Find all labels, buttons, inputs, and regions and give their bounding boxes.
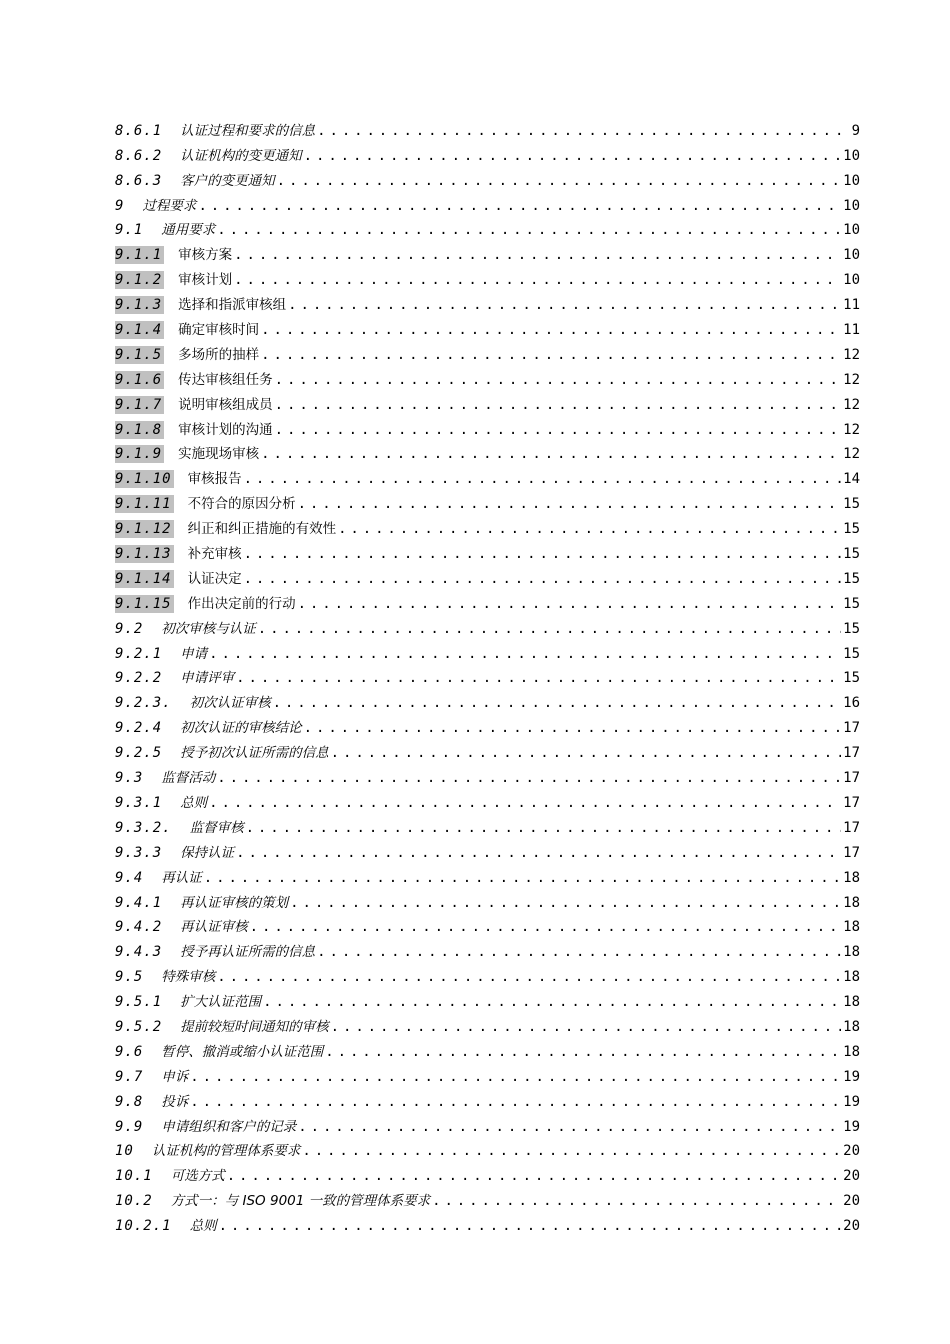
toc-entry-number: 9.1.7 [115, 396, 163, 413]
toc-entry[interactable] [115, 264, 860, 289]
toc-entry-number: 9.9 [115, 1118, 144, 1135]
toc-entry-number: 9.7 [115, 1068, 144, 1085]
toc-entry[interactable] [115, 289, 860, 314]
toc-entry-title: 说明审核组成员 [178, 396, 273, 413]
toc-entry-number: 10.2.1 [115, 1218, 172, 1235]
toc-entry-title: 作出决定前的行动 [187, 595, 296, 612]
toc-entry[interactable] [115, 912, 860, 937]
toc-entry[interactable] [115, 414, 860, 439]
toc-dot-leader [261, 445, 841, 463]
toc-entry-page-number: 12 [843, 346, 860, 363]
toc-entry-page-number: 18 [843, 869, 860, 886]
toc-entry-page-number: 20 [843, 1218, 860, 1235]
toc-entry-page-number: 10 [843, 172, 860, 189]
toc-entry-page-number: 17 [843, 844, 860, 861]
toc-entry[interactable] [115, 1086, 860, 1111]
toc-dot-leader [190, 1068, 841, 1086]
toc-dot-leader [263, 993, 841, 1011]
toc-entry-page-number: 17 [843, 720, 860, 737]
toc-entry[interactable] [115, 1160, 860, 1185]
toc-entry-page-number: 12 [843, 396, 860, 413]
toc-entry[interactable] [115, 563, 860, 588]
toc-entry-title: 不符合的原因分析 [187, 496, 296, 513]
toc-entry-number: 10 [115, 1143, 134, 1160]
toc-entry-number: 9.1.11 [115, 496, 172, 513]
toc-entry[interactable] [115, 239, 860, 264]
toc-dot-leader [261, 346, 841, 364]
toc-entry-page-number: 15 [843, 595, 860, 612]
toc-dot-leader [244, 470, 842, 488]
toc-entry-page-number: 12 [843, 421, 860, 438]
toc-dot-leader [217, 769, 841, 787]
toc-entry-title: 保持认证 [180, 844, 235, 861]
toc-entry-number: 9.2 [115, 620, 144, 637]
toc-entry[interactable] [115, 513, 860, 538]
toc-entry[interactable] [115, 1136, 860, 1161]
toc-entry-number: 9.3.1 [115, 794, 163, 811]
toc-entry-page-number: 19 [843, 1093, 860, 1110]
toc-entry-page-number: 18 [843, 894, 860, 911]
toc-entry-number: 9.4.3 [115, 944, 163, 961]
toc-entry[interactable] [115, 1061, 860, 1086]
toc-dot-leader [338, 520, 841, 538]
toc-entry-number: 9.1.12 [115, 521, 172, 538]
toc-entry[interactable] [115, 165, 860, 190]
toc-entry-title: 认证机构的变更通知 [180, 147, 302, 164]
toc-entry[interactable] [115, 737, 860, 762]
toc-entry[interactable] [115, 961, 860, 986]
toc-dot-leader [304, 719, 841, 737]
toc-entry-title: 客户的变更通知 [180, 172, 275, 189]
toc-entry-title: 总则 [180, 794, 208, 811]
toc-entry[interactable] [115, 663, 860, 688]
toc-entry-page-number: 20 [843, 1143, 860, 1160]
table-of-contents [115, 115, 860, 1235]
toc-entry[interactable] [115, 190, 860, 215]
toc-entry[interactable] [115, 463, 860, 488]
toc-entry-page-number: 11 [843, 322, 860, 339]
toc-dot-leader [331, 1018, 841, 1036]
toc-entry[interactable] [115, 812, 860, 837]
toc-entry-title: 监督活动 [161, 770, 216, 787]
toc-dot-leader [302, 1142, 841, 1160]
toc-entry[interactable] [115, 787, 860, 812]
toc-entry-page-number: 15 [843, 496, 860, 513]
toc-dot-leader [298, 595, 842, 613]
toc-entry-number: 9.2.1 [115, 645, 163, 662]
toc-entry-number: 9.1.15 [115, 595, 172, 612]
toc-entry-number: 9.3.3 [115, 844, 163, 861]
toc-dot-leader [190, 1093, 841, 1111]
toc-entry-title: 纠正和纠正措施的有效性 [187, 521, 337, 538]
toc-entry-title: 暂停、撤消或缩小认证范围 [161, 1043, 324, 1060]
toc-entry-number: 9.3.2. [115, 819, 172, 836]
toc-entry-number: 9.5.2 [115, 1018, 163, 1035]
toc-dot-leader [234, 271, 841, 289]
toc-entry-number: 9.2.4 [115, 720, 163, 737]
toc-entry[interactable] [115, 1011, 860, 1036]
toc-entry-title: 审核报告 [187, 471, 242, 488]
toc-entry-title: 多场所的抽样 [178, 346, 260, 363]
toc-entry-title: 初次审核与认证 [161, 620, 256, 637]
toc-dot-leader [288, 296, 841, 314]
toc-entry-title: 申诉 [161, 1068, 189, 1085]
toc-entry-title: 可选方式 [170, 1168, 225, 1185]
toc-dot-leader [290, 894, 841, 912]
toc-entry[interactable] [115, 1036, 860, 1061]
toc-entry-page-number: 14 [843, 471, 860, 488]
toc-entry[interactable] [115, 837, 860, 862]
toc-entry-page-number: 20 [843, 1168, 860, 1185]
toc-entry[interactable] [115, 862, 860, 887]
toc-dot-leader [331, 744, 841, 762]
toc-dot-leader [298, 495, 842, 513]
toc-entry[interactable] [115, 439, 860, 464]
toc-entry-page-number: 15 [843, 546, 860, 563]
toc-entry[interactable] [115, 1185, 860, 1210]
toc-entry-number: 9.1.8 [115, 421, 163, 438]
toc-entry-title: 申请组织和客户的记录 [161, 1118, 297, 1135]
toc-entry-number: 9.1.14 [115, 570, 172, 587]
toc-entry-number: 9.5.1 [115, 994, 163, 1011]
toc-entry-page-number: 15 [843, 670, 860, 687]
toc-dot-leader [198, 197, 841, 215]
toc-entry-page-number: 17 [843, 819, 860, 836]
toc-entry-number: 9.3 [115, 770, 144, 787]
toc-entry-title: 方式一：与 ISO 9001 一致的管理体系要求 [170, 1193, 431, 1210]
toc-entry[interactable] [115, 339, 860, 364]
toc-dot-leader [244, 545, 842, 563]
toc-entry[interactable] [115, 936, 860, 961]
toc-entry-title: 认证过程和要求的信息 [180, 122, 316, 139]
toc-entry[interactable] [115, 712, 860, 737]
toc-entry-page-number: 10 [843, 272, 860, 289]
toc-entry-title: 扩大认证范围 [180, 994, 262, 1011]
toc-dot-leader [258, 620, 841, 638]
toc-entry-title: 补充审核 [187, 546, 242, 563]
toc-entry[interactable] [115, 887, 860, 912]
toc-entry-title: 实施现场审核 [178, 446, 260, 463]
toc-dot-leader [250, 918, 841, 936]
toc-entry-title: 初次认证审核 [189, 695, 271, 712]
toc-dot-leader [275, 396, 841, 414]
toc-entry-number: 9.1.4 [115, 322, 163, 339]
toc-entry-title: 初次认证的审核结论 [180, 720, 302, 737]
toc-entry-title: 认证机构的管理体系要求 [151, 1143, 301, 1160]
toc-entry[interactable] [115, 638, 860, 663]
toc-entry-page-number: 15 [843, 645, 860, 662]
toc-entry-title: 确定审核时间 [178, 322, 260, 339]
toc-entry-number: 9.2.5 [115, 745, 163, 762]
toc-entry-page-number: 10 [843, 247, 860, 264]
toc-entry-page-number: 10 [843, 147, 860, 164]
toc-entry-page-number: 15 [843, 521, 860, 538]
toc-entry-number: 9.4.1 [115, 894, 163, 911]
toc-entry-page-number: 18 [843, 944, 860, 961]
toc-entry[interactable] [115, 314, 860, 339]
toc-entry-title: 认证决定 [187, 570, 242, 587]
toc-dot-leader [317, 122, 848, 140]
toc-dot-leader [209, 645, 841, 663]
toc-entry-page-number: 11 [843, 297, 860, 314]
toc-entry-number: 9.2.3. [115, 695, 172, 712]
toc-entry[interactable] [115, 538, 860, 563]
toc-dot-leader [209, 794, 841, 812]
toc-entry-page-number: 20 [843, 1193, 860, 1210]
toc-entry-number: 9.1 [115, 222, 144, 239]
toc-entry-page-number: 18 [843, 919, 860, 936]
toc-entry-page-number: 18 [843, 994, 860, 1011]
toc-entry-title: 申请 [180, 645, 208, 662]
toc-entry[interactable] [115, 1210, 860, 1235]
toc-dot-leader [217, 968, 841, 986]
toc-entry[interactable] [115, 215, 860, 240]
toc-dot-leader [277, 172, 841, 190]
toc-entry[interactable] [115, 364, 860, 389]
toc-entry-number: 8.6.1 [115, 122, 163, 139]
toc-dot-leader [246, 819, 842, 837]
toc-entry-number: 9.1.6 [115, 371, 163, 388]
toc-entry-page-number: 16 [843, 695, 860, 712]
toc-entry-title: 授予初次认证所需的信息 [180, 745, 329, 762]
toc-dot-leader [219, 1217, 842, 1235]
toc-entry-number: 8.6.3 [115, 172, 163, 189]
toc-entry-number: 9.5 [115, 969, 144, 986]
toc-entry-page-number: 17 [843, 770, 860, 787]
toc-entry-number: 9.2.2 [115, 670, 163, 687]
toc-dot-leader [304, 147, 841, 165]
toc-dot-leader [275, 371, 841, 389]
toc-dot-leader [234, 246, 841, 264]
toc-entry-page-number: 10 [843, 197, 860, 214]
toc-entry[interactable] [115, 488, 860, 513]
toc-entry-page-number: 12 [843, 371, 860, 388]
toc-entry-number: 9.1.10 [115, 471, 172, 488]
toc-entry-page-number: 19 [843, 1068, 860, 1085]
toc-entry-page-number: 15 [843, 570, 860, 587]
toc-entry[interactable] [115, 389, 860, 414]
toc-entry-number: 9.1.13 [115, 546, 172, 563]
toc-entry-title: 过程要求 [142, 197, 197, 214]
toc-entry-title: 授予再认证所需的信息 [180, 944, 316, 961]
toc-entry-page-number: 15 [843, 620, 860, 637]
toc-entry[interactable] [115, 687, 860, 712]
toc-entry[interactable] [115, 1111, 860, 1136]
toc-dot-leader [432, 1192, 841, 1210]
toc-entry-number: 9.4 [115, 869, 144, 886]
toc-entry-title: 提前较短时间通知的审核 [180, 1018, 329, 1035]
toc-entry-title: 再认证审核的策划 [180, 894, 289, 911]
toc-entry-number: 9.1.2 [115, 272, 163, 289]
toc-dot-leader [298, 1118, 841, 1136]
toc-entry-title: 审核计划的沟通 [178, 421, 273, 438]
toc-entry-page-number: 9 [851, 122, 860, 139]
toc-entry-title: 申请评审 [180, 670, 235, 687]
toc-dot-leader [217, 221, 841, 239]
toc-entry[interactable] [115, 588, 860, 613]
toc-entry-page-number: 19 [843, 1118, 860, 1135]
toc-entry-number: 9 [115, 197, 125, 214]
toc-entry-number: 10.1 [115, 1168, 153, 1185]
toc-entry-number: 9.1.5 [115, 346, 163, 363]
toc-dot-leader [325, 1043, 841, 1061]
toc-dot-leader [273, 694, 842, 712]
toc-entry[interactable] [115, 986, 860, 1011]
toc-entry[interactable] [115, 115, 860, 140]
toc-entry[interactable] [115, 140, 860, 165]
toc-entry-title: 审核方案 [178, 247, 233, 264]
toc-entry-title: 通用要求 [161, 222, 216, 239]
toc-entry-page-number: 17 [843, 794, 860, 811]
toc-entry-title: 再认证审核 [180, 919, 248, 936]
toc-entry-title: 再认证 [161, 869, 202, 886]
toc-entry[interactable] [115, 613, 860, 638]
toc-entry-page-number: 18 [843, 1043, 860, 1060]
toc-entry-page-number: 17 [843, 745, 860, 762]
toc-entry-title: 审核计划 [178, 272, 233, 289]
toc-entry-title: 总则 [189, 1218, 217, 1235]
toc-entry-title: 监督审核 [189, 819, 244, 836]
toc-entry-title: 传达审核组任务 [178, 371, 273, 388]
toc-dot-leader [317, 943, 841, 961]
toc-entry-title: 选择和指派审核组 [178, 297, 287, 314]
toc-entry-number: 9.1.3 [115, 297, 163, 314]
toc-entry-number: 9.6 [115, 1043, 144, 1060]
toc-dot-leader [261, 321, 841, 339]
toc-dot-leader [204, 869, 841, 887]
toc-entry-title: 特殊审核 [161, 969, 216, 986]
toc-entry-page-number: 18 [843, 1018, 860, 1035]
toc-entry-number: 10.2 [115, 1193, 153, 1210]
toc-dot-leader [275, 421, 841, 439]
toc-entry-number: 8.6.2 [115, 147, 163, 164]
toc-entry-number: 9.4.2 [115, 919, 163, 936]
toc-entry-number: 9.1.1 [115, 247, 163, 264]
toc-entry-page-number: 18 [843, 969, 860, 986]
toc-dot-leader [236, 844, 841, 862]
toc-dot-leader [244, 570, 842, 588]
toc-dot-leader [227, 1167, 841, 1185]
toc-dot-leader [236, 669, 841, 687]
toc-entry[interactable] [115, 762, 860, 787]
toc-entry-page-number: 10 [843, 222, 860, 239]
toc-entry-title: 投诉 [161, 1093, 189, 1110]
toc-entry-number: 9.8 [115, 1093, 144, 1110]
toc-entry-page-number: 12 [843, 446, 860, 463]
toc-entry-number: 9.1.9 [115, 446, 163, 463]
